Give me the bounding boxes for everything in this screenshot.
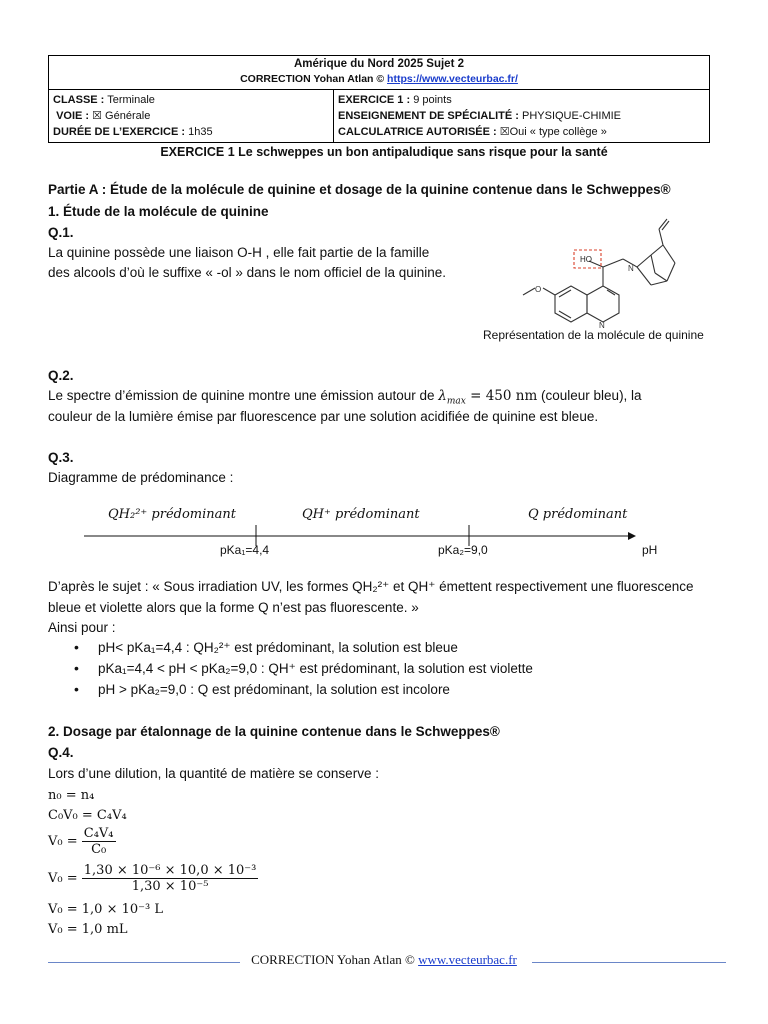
molecule-n-label-1: N xyxy=(599,321,605,330)
section1-title: 1. Étude de la molécule de quinine xyxy=(48,204,269,219)
q3-label: Q.3. xyxy=(48,450,74,465)
list-item: • pKa₁=4,4 < pH < pKa₂=9,0 : QH⁺ est prédominant, la solution est violette xyxy=(64,658,533,679)
q3-quote-line2: bleue et violette alors que la forme Q n’est pas fluorescente. » xyxy=(48,600,419,615)
q2-line2: couleur de la lumière émise par fluorescence par une solution acidifiée de quinine est bleue. xyxy=(48,409,599,424)
q1-line1: La quinine possède une liaison O-H , elle fait partie de la famille xyxy=(48,245,430,260)
exercise-title: EXERCICE 1 Le schweppes un bon antipaludique sans risque pour la santé xyxy=(160,145,608,159)
q1-line2: des alcools d’où le suffixe « -ol » dans le nom officiel de la quinine. xyxy=(48,265,446,280)
q3-bullet-list xyxy=(64,637,533,700)
tick-pka2-label: pKa₂=9,0 xyxy=(438,543,488,557)
eq-n0-n4: n₀ = n₄ xyxy=(48,788,95,803)
eq-v0-ml: V₀ = 1,0 mL xyxy=(48,922,128,937)
footer: CORRECTION Yohan Atlan © www.vecteurbac.fr xyxy=(251,952,517,967)
header-link[interactable]: https://www.vecteurbac.fr/ xyxy=(387,73,518,85)
list-item: • pH< pKa₁=4,4 : QH₂²⁺ est prédominant, la solution est bleue xyxy=(64,637,533,658)
zone-q: Q prédominant xyxy=(528,507,628,522)
svg-text:O: O xyxy=(535,285,542,294)
header-right-col: EXERCICE 1 : 9 points ENSEIGNEMENT DE SPÉCIALITÉ : PHYSIQUE-CHIMIE CALCULATRICE AUTORISÉE : ☒Oui « type collège » xyxy=(338,94,621,138)
zone-qh: QH⁺ prédominant xyxy=(302,507,420,522)
q3-diagram-title: Diagramme de prédominance : xyxy=(48,470,234,485)
molecule-n-label-2: N xyxy=(628,264,634,273)
predominance-diagram xyxy=(80,498,680,560)
section2-title: 2. Dosage par étalonnage de la quinine contenue dans le Schweppes® xyxy=(48,724,500,739)
partA-title: Partie A : Étude de la molécule de quinine et dosage de la quinine contenue dans le Schweppes® xyxy=(48,182,671,197)
ph-axis-arrow xyxy=(628,532,636,540)
header-title-block xyxy=(49,56,709,90)
q2-line1: Le spectre d’émission de quinine montre une émission autour de $\lambda_{max} = 450$ nm (couleur bleu), la xyxy=(48,388,642,407)
header-correction: CORRECTION Yohan Atlan © https://www.vecteurbac.fr/ xyxy=(240,73,518,85)
q1-label: Q.1. xyxy=(48,225,74,240)
q3-ainsi: Ainsi pour : xyxy=(48,620,116,635)
eq-v0-frac: V₀ = $\frac{\text{C₄V₄}}{\text{C₀}}$ xyxy=(48,826,114,857)
eq-v0-liters: V₀ = 1,0 × 10⁻³ L xyxy=(48,902,163,917)
footer-link[interactable]: www.vecteurbac.fr xyxy=(418,952,517,967)
molecule-ho-label: HO xyxy=(580,255,592,264)
header-title: Amérique du Nord 2025 Sujet 2 xyxy=(294,58,464,70)
ph-axis-label: pH xyxy=(642,543,658,557)
zone-qh2: QH₂²⁺ prédominant xyxy=(108,507,236,522)
q2-label: Q.2. xyxy=(48,368,74,383)
eq-v0-numeric: V₀ = $\frac{\text{1,30 × 10⁻⁶ × 10,0 × 10⁻³}}{\text{1,30 × 10⁻⁵}}$ xyxy=(48,863,257,894)
q3-quote-line1: D’après le sujet : « Sous irradiation UV, les formes QH₂²⁺ et QH⁺ émettent respectivement une fluorescence xyxy=(48,579,694,594)
q4-intro: Lors d’une dilution, la quantité de matière se conserve : xyxy=(48,766,379,781)
eq-c0v0: C₀V₀ = C₄V₄ xyxy=(48,808,127,823)
tick-pka1-label: pKa₁=4,4 xyxy=(220,543,270,557)
molecule-caption: Représentation de la molécule de quinine xyxy=(483,328,704,342)
header-box xyxy=(48,55,710,143)
header-left-col: CLASSE : Terminale VOIE : ☒ Générale DURÉE DE L’EXERCICE : 1h35 xyxy=(49,90,334,142)
q4-label: Q.4. xyxy=(48,745,74,760)
list-item: • pH > pKa₂=9,0 : Q est prédominant, la solution est incolore xyxy=(64,679,533,700)
quinine-molecule-figure xyxy=(505,215,720,345)
